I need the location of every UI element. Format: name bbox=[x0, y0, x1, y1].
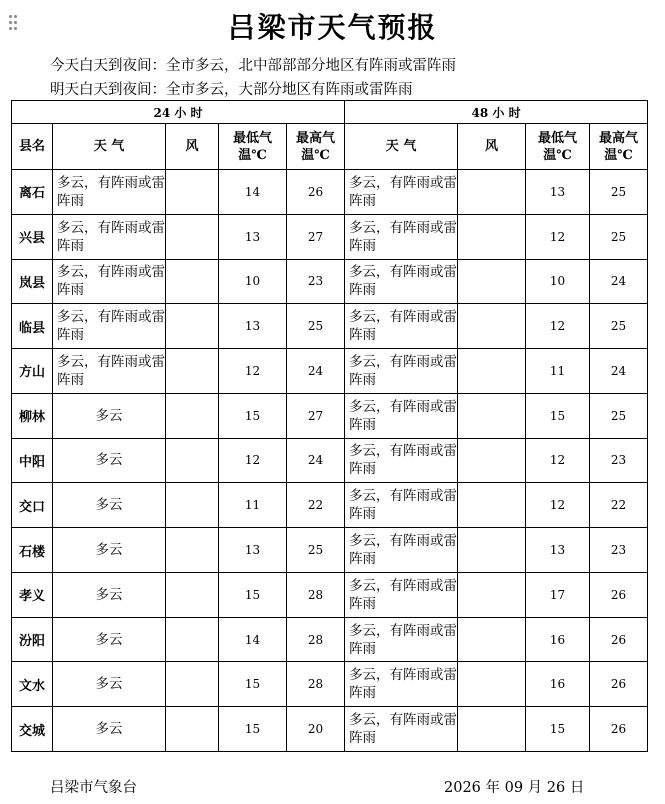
max-temp-48h-cell: 25 bbox=[590, 393, 648, 438]
min-temp-24h-cell: 12 bbox=[219, 438, 287, 483]
wind-24h-cell bbox=[166, 214, 219, 259]
min-temp-24h-cell: 13 bbox=[219, 214, 287, 259]
county-cell: 中阳 bbox=[12, 438, 53, 483]
wind-24h-cell bbox=[166, 259, 219, 304]
weather-24h-cell: 多云，有阵雨或雷阵雨 bbox=[53, 259, 166, 304]
table-row bbox=[12, 349, 648, 394]
max-temp-24h-cell: 27 bbox=[287, 214, 345, 259]
min-temp-48h-cell: 13 bbox=[526, 170, 590, 215]
county-cell: 岚县 bbox=[12, 259, 53, 304]
weather-24h-cell: 多云 bbox=[53, 662, 166, 707]
max-temp-24h-cell: 20 bbox=[287, 707, 345, 752]
wind-48h-cell bbox=[458, 393, 526, 438]
wind-48h-cell bbox=[458, 617, 526, 662]
table-row bbox=[12, 483, 648, 528]
weather-24h-cell: 多云 bbox=[53, 617, 166, 662]
weather-48h-cell: 多云，有阵雨或雷阵雨 bbox=[345, 707, 458, 752]
max-temp-48h-cell: 22 bbox=[590, 483, 648, 528]
wind-24h-cell bbox=[166, 438, 219, 483]
today-forecast-line: 今天白天到夜间：全市多云，北中部部部分地区有阵雨或雷阵雨 bbox=[50, 58, 456, 74]
min-temp-48h-cell: 12 bbox=[526, 483, 590, 528]
table-row bbox=[12, 662, 648, 707]
min-temp-24h-cell: 10 bbox=[219, 259, 287, 304]
min-temp-48h-cell: 10 bbox=[526, 259, 590, 304]
table-row bbox=[12, 170, 648, 215]
wind-48h-column-header: 风 bbox=[458, 124, 526, 170]
table-row bbox=[12, 259, 648, 304]
wind-48h-cell bbox=[458, 170, 526, 215]
wind-24h-column-header: 风 bbox=[166, 124, 219, 170]
weather-48h-cell: 多云，有阵雨或雷阵雨 bbox=[345, 528, 458, 573]
issuer-label: 吕梁市气象台 bbox=[50, 780, 137, 796]
wind-24h-cell bbox=[166, 483, 219, 528]
min-temp-24h-cell: 15 bbox=[219, 662, 287, 707]
min-temp-24h-cell: 15 bbox=[219, 572, 287, 617]
wind-48h-cell bbox=[458, 707, 526, 752]
forecast-rows bbox=[12, 170, 648, 752]
max-temp-24h-cell: 24 bbox=[287, 438, 345, 483]
min-temp-48h-cell: 12 bbox=[526, 304, 590, 349]
weather-24h-cell: 多云 bbox=[53, 483, 166, 528]
weather-48h-cell: 多云，有阵雨或雷阵雨 bbox=[345, 572, 458, 617]
wind-24h-cell bbox=[166, 572, 219, 617]
weather-48h-cell: 多云，有阵雨或雷阵雨 bbox=[345, 438, 458, 483]
period-48h-header: 48 小 时 bbox=[345, 101, 648, 124]
county-cell: 离石 bbox=[12, 170, 53, 215]
wind-24h-cell bbox=[166, 528, 219, 573]
county-cell: 汾阳 bbox=[12, 617, 53, 662]
county-cell: 交城 bbox=[12, 707, 53, 752]
period-24h-header: 24 小 时 bbox=[12, 101, 345, 124]
forecast-table bbox=[11, 100, 648, 752]
min-temp-24h-column-header: 最低气温℃ bbox=[219, 124, 287, 170]
county-column-header: 县名 bbox=[12, 124, 53, 170]
wind-24h-cell bbox=[166, 662, 219, 707]
min-temp-48h-cell: 11 bbox=[526, 349, 590, 394]
tomorrow-forecast-line: 明天白天到夜间：全市多云，大部分地区有阵雨或雷阵雨 bbox=[50, 82, 413, 98]
max-temp-24h-cell: 28 bbox=[287, 662, 345, 707]
table-row bbox=[12, 617, 648, 662]
min-temp-24h-cell: 14 bbox=[219, 617, 287, 662]
max-temp-48h-cell: 25 bbox=[590, 214, 648, 259]
county-cell: 方山 bbox=[12, 349, 53, 394]
wind-48h-cell bbox=[458, 349, 526, 394]
page-title: 吕梁市天气预报 bbox=[227, 11, 438, 44]
weather-24h-cell: 多云 bbox=[53, 393, 166, 438]
wind-48h-cell bbox=[458, 304, 526, 349]
max-temp-24h-cell: 28 bbox=[287, 572, 345, 617]
max-temp-48h-cell: 25 bbox=[590, 304, 648, 349]
weather-48h-cell: 多云，有阵雨或雷阵雨 bbox=[345, 304, 458, 349]
table-row bbox=[12, 528, 648, 573]
max-temp-48h-cell: 23 bbox=[590, 438, 648, 483]
table-row bbox=[12, 572, 648, 617]
county-cell: 石楼 bbox=[12, 528, 53, 573]
table-row bbox=[12, 214, 648, 259]
max-temp-48h-cell: 26 bbox=[590, 617, 648, 662]
min-temp-24h-cell: 11 bbox=[219, 483, 287, 528]
max-temp-24h-cell: 24 bbox=[287, 349, 345, 394]
min-temp-48h-cell: 12 bbox=[526, 438, 590, 483]
weather-24h-cell: 多云 bbox=[53, 528, 166, 573]
min-temp-48h-cell: 15 bbox=[526, 707, 590, 752]
max-temp-24h-cell: 22 bbox=[287, 483, 345, 528]
weather-48h-cell: 多云，有阵雨或雷阵雨 bbox=[345, 214, 458, 259]
weather-24h-cell: 多云 bbox=[53, 572, 166, 617]
max-temp-48h-cell: 25 bbox=[590, 170, 648, 215]
wind-48h-cell bbox=[458, 528, 526, 573]
wind-48h-cell bbox=[458, 438, 526, 483]
max-temp-24h-cell: 28 bbox=[287, 617, 345, 662]
max-temp-24h-column-header: 最高气温℃ bbox=[287, 124, 345, 170]
county-cell: 孝义 bbox=[12, 572, 53, 617]
min-temp-24h-cell: 13 bbox=[219, 304, 287, 349]
table-row bbox=[12, 707, 648, 752]
max-temp-48h-cell: 23 bbox=[590, 528, 648, 573]
min-temp-24h-cell: 15 bbox=[219, 393, 287, 438]
weather-48h-cell: 多云，有阵雨或雷阵雨 bbox=[345, 259, 458, 304]
max-temp-24h-cell: 25 bbox=[287, 304, 345, 349]
min-temp-48h-cell: 16 bbox=[526, 662, 590, 707]
wind-24h-cell bbox=[166, 349, 219, 394]
max-temp-48h-cell: 26 bbox=[590, 707, 648, 752]
max-temp-48h-cell: 26 bbox=[590, 662, 648, 707]
min-temp-24h-cell: 14 bbox=[219, 170, 287, 215]
wind-24h-cell bbox=[166, 170, 219, 215]
weather-48h-cell: 多云，有阵雨或雷阵雨 bbox=[345, 393, 458, 438]
min-temp-48h-cell: 16 bbox=[526, 617, 590, 662]
weather-24h-cell: 多云 bbox=[53, 707, 166, 752]
max-temp-48h-cell: 24 bbox=[590, 349, 648, 394]
wind-24h-cell bbox=[166, 617, 219, 662]
max-temp-24h-cell: 25 bbox=[287, 528, 345, 573]
min-temp-48h-cell: 17 bbox=[526, 572, 590, 617]
max-temp-24h-cell: 23 bbox=[287, 259, 345, 304]
table-row bbox=[12, 438, 648, 483]
weather-24h-column-header: 天 气 bbox=[53, 124, 166, 170]
table-row bbox=[12, 304, 648, 349]
weather-48h-column-header: 天 气 bbox=[345, 124, 458, 170]
wind-24h-cell bbox=[166, 304, 219, 349]
table-row bbox=[12, 393, 648, 438]
wind-24h-cell bbox=[166, 707, 219, 752]
weather-24h-cell: 多云 bbox=[53, 438, 166, 483]
wind-48h-cell bbox=[458, 214, 526, 259]
issue-date: 2026 年 09 月 26 日 bbox=[444, 780, 585, 796]
max-temp-24h-cell: 26 bbox=[287, 170, 345, 215]
max-temp-48h-cell: 24 bbox=[590, 259, 648, 304]
weather-24h-cell: 多云，有阵雨或雷阵雨 bbox=[53, 304, 166, 349]
weather-24h-cell: 多云，有阵雨或雷阵雨 bbox=[53, 214, 166, 259]
weather-48h-cell: 多云，有阵雨或雷阵雨 bbox=[345, 483, 458, 528]
weather-24h-cell: 多云，有阵雨或雷阵雨 bbox=[53, 349, 166, 394]
wind-48h-cell bbox=[458, 483, 526, 528]
weather-48h-cell: 多云，有阵雨或雷阵雨 bbox=[345, 617, 458, 662]
county-cell: 交口 bbox=[12, 483, 53, 528]
weather-48h-cell: 多云，有阵雨或雷阵雨 bbox=[345, 662, 458, 707]
min-temp-48h-cell: 12 bbox=[526, 214, 590, 259]
min-temp-24h-cell: 15 bbox=[219, 707, 287, 752]
max-temp-48h-cell: 26 bbox=[590, 572, 648, 617]
min-temp-48h-cell: 15 bbox=[526, 393, 590, 438]
county-cell: 临县 bbox=[12, 304, 53, 349]
county-cell: 文水 bbox=[12, 662, 53, 707]
weather-48h-cell: 多云，有阵雨或雷阵雨 bbox=[345, 170, 458, 215]
weather-48h-cell: 多云，有阵雨或雷阵雨 bbox=[345, 349, 458, 394]
wind-48h-cell bbox=[458, 259, 526, 304]
min-temp-24h-cell: 13 bbox=[219, 528, 287, 573]
min-temp-48h-column-header: 最低气温℃ bbox=[526, 124, 590, 170]
wind-48h-cell bbox=[458, 662, 526, 707]
wind-24h-cell bbox=[166, 393, 219, 438]
max-temp-24h-cell: 27 bbox=[287, 393, 345, 438]
county-cell: 柳林 bbox=[12, 393, 53, 438]
county-cell: 兴县 bbox=[12, 214, 53, 259]
min-temp-48h-cell: 13 bbox=[526, 528, 590, 573]
max-temp-48h-column-header: 最高气温℃ bbox=[590, 124, 648, 170]
wind-48h-cell bbox=[458, 572, 526, 617]
weather-24h-cell: 多云，有阵雨或雷阵雨 bbox=[53, 170, 166, 215]
min-temp-24h-cell: 12 bbox=[219, 349, 287, 394]
